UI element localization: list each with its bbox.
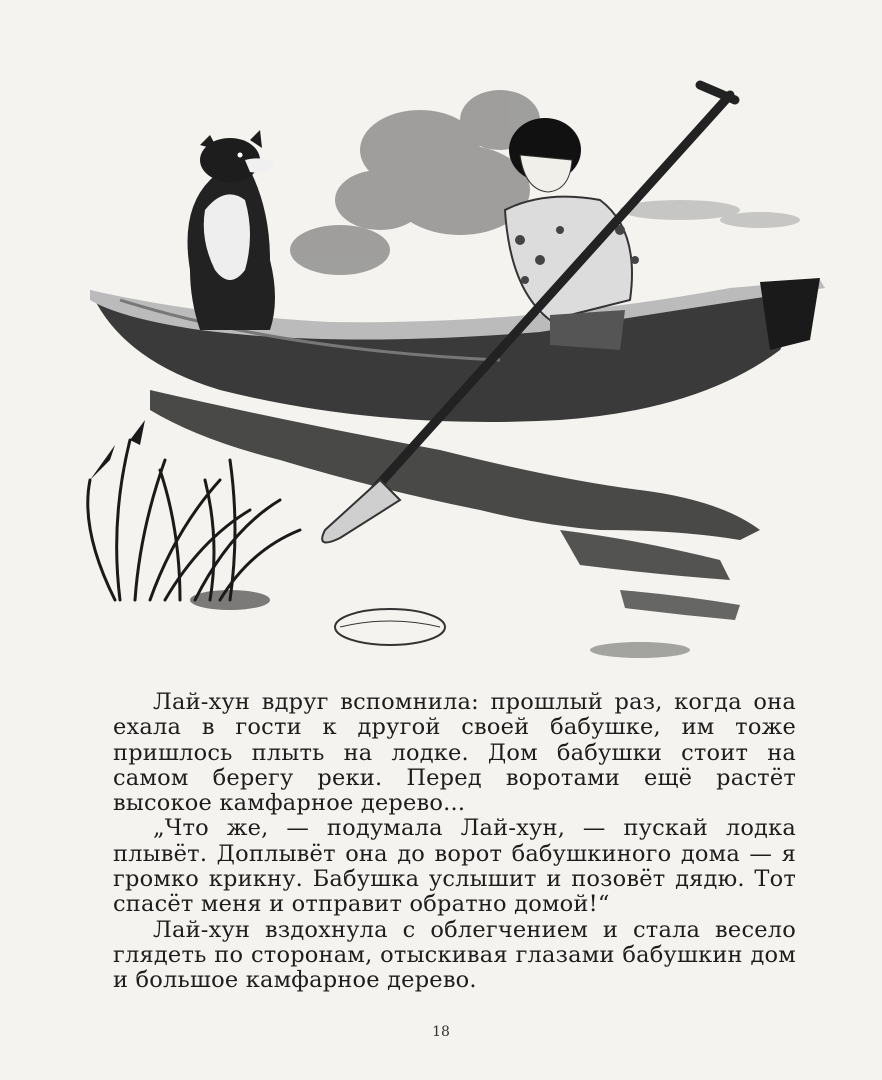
paragraph-2: „Что же, — подумала Лай-хун, — пускай лодка плывёт. Доплывёт она до ворот бабушкиного дома — я громко крикну. Бабушка услышит и позовёт дядю. Тот спасёт меня и отправит обратно домой!“ <box>113 815 796 918</box>
story-text <box>113 690 796 994</box>
girl <box>505 118 639 350</box>
dog <box>188 130 276 330</box>
paragraph-1: Лай-хун вдруг вспомнила: прошлый раз, когда она ехала в гости к другой своей бабушке, им тоже пришлось плыть на лодке. Дом бабушки стоит на самом берегу реки. Перед воротами ещё растёт высокое камфарное дерево... <box>113 689 796 817</box>
reeds <box>88 440 300 600</box>
page-number: 18 <box>432 1024 450 1040</box>
paragraph-3: Лай-хун вздохнула с облегчением и стала весело глядеть по сторонам, отыскивая глазами бабушкин дом и большое камфарное дерево. <box>113 916 796 994</box>
background-bushes <box>290 90 540 275</box>
boat-illustration <box>80 60 840 670</box>
lily-pad <box>335 609 445 645</box>
water-reflection <box>150 390 760 658</box>
